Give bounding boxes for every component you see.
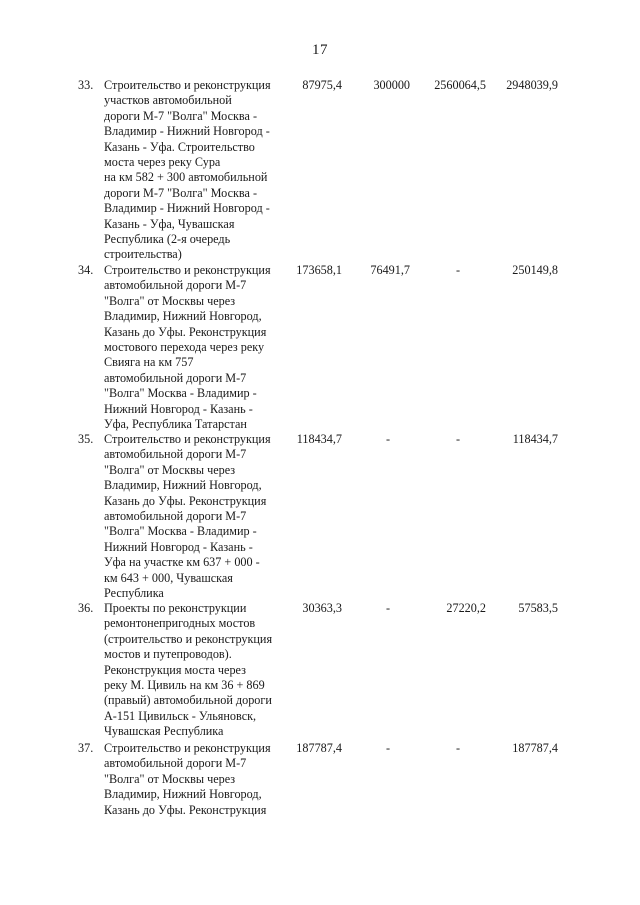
row-number: 34.: [78, 263, 94, 277]
value-col-4: 57583,5: [518, 601, 558, 615]
row-description: Строительство и реконструкция автомобильной дороги М-7 "Волга" от Москвы через Владимир, Нижний Новгород, Казань до Уфы. Реконструкция автомобильной дороги М-7 "Волга" Москва - Владимир - Нижний Новгород - Казань - Уфа на участке км 637 + 000 - км 643 + 000, Чувашская Республика: [104, 432, 271, 601]
value-col-3: 27220,2: [446, 601, 486, 615]
value-col-3: -: [455, 263, 460, 277]
value-col-2: -: [385, 432, 390, 446]
value-col-2: 300000: [373, 78, 410, 92]
value-col-3: -: [455, 741, 460, 755]
row-number: 33.: [78, 78, 94, 92]
value-col-1: 187787,4: [296, 741, 342, 755]
value-col-3: 2560064,5: [434, 78, 486, 92]
row-description: Строительство и реконструкция автомобильной дороги М-7 "Волга" от Москвы через Владимир, Нижний Новгород, Казань до Уфы. Реконструкция: [104, 741, 271, 817]
page-number: 17: [312, 42, 328, 58]
value-col-4: 118434,7: [512, 432, 558, 446]
value-col-1: 173658,1: [296, 263, 342, 277]
value-col-1: 87975,4: [302, 78, 342, 92]
row-number: 35.: [78, 432, 94, 446]
row-number: 37.: [78, 741, 94, 755]
row-description: Проекты по реконструкции ремонтонепригодных мостов (строительство и реконструкция мостов и путепроводов). Реконструкция моста через реку М. Цивиль на км 36 + 869 (правый) автомобильной дороги А-151 Цивильск - Ульяновск, Чувашская Республика: [104, 601, 273, 739]
row-description: Строительство и реконструкция участков автомобильной дороги М-7 "Волга" Москва - Владимир - Нижний Новгород - Казань - Уфа. Строительство моста через реку Сура на км 582 + 300 автомобильной дороги М-7 "Волга" Москва - Владимир - Нижний Новгород - Казань - Уфа, Чувашская Республика (2-я очередь строительства): [104, 78, 271, 262]
value-col-4: 250149,8: [512, 263, 558, 277]
row-number: 36.: [78, 601, 94, 615]
value-col-1: 118434,7: [296, 432, 342, 446]
value-col-2: -: [385, 741, 390, 755]
value-col-1: 30363,3: [302, 601, 342, 615]
value-col-2: -: [385, 601, 390, 615]
value-col-3: -: [455, 432, 460, 446]
row-description: Строительство и реконструкция автомобильной дороги М-7 "Волга" от Москвы через Владимир, Нижний Новгород, Казань до Уфы. Реконструкция мостового перехода через реку Свияга на км 757 автомобильной дороги М-7 "Волга" Москва - Владимир - Нижний Новгород - Казань - Уфа, Республика Татарстан: [104, 263, 271, 432]
value-col-2: 76491,7: [370, 263, 410, 277]
value-col-4: 2948039,9: [506, 78, 558, 92]
value-col-4: 187787,4: [512, 741, 558, 755]
